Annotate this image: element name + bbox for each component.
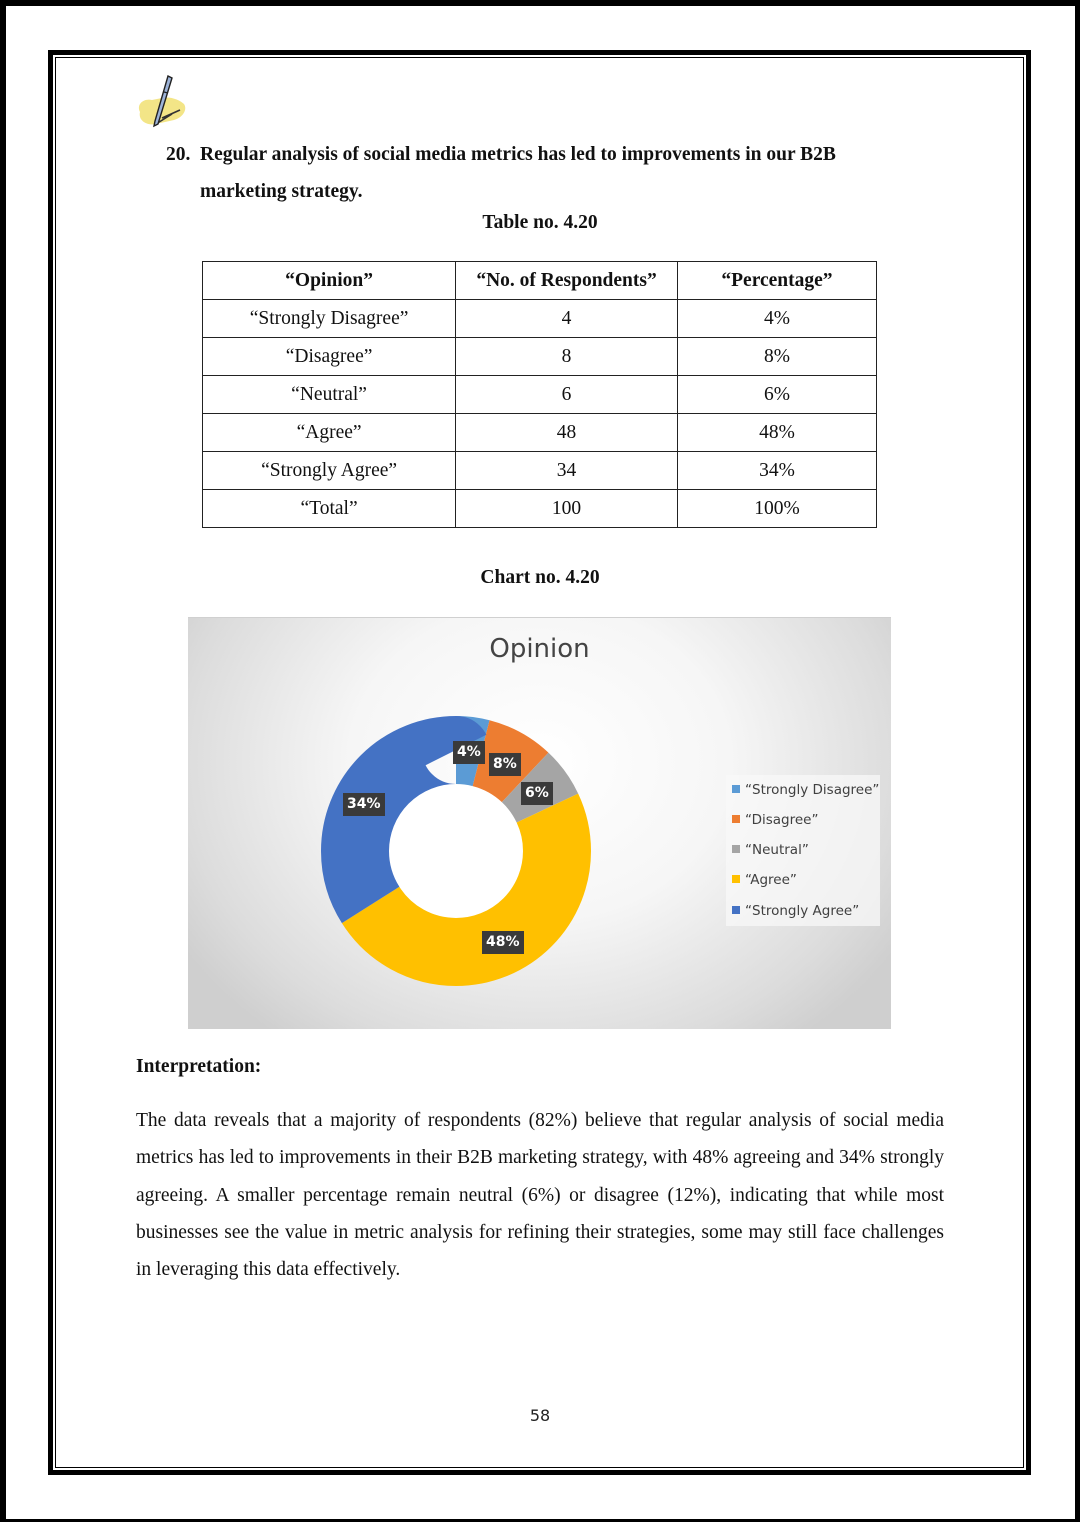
legend-item-agree [732, 871, 797, 889]
legend-swatch-icon [732, 845, 740, 853]
legend-item-strongly-agree [732, 902, 859, 920]
cell-percentage: 34% [677, 452, 876, 490]
legend-swatch-icon [732, 815, 740, 823]
interpretation-heading: Interpretation: [136, 1056, 262, 1077]
table-row [203, 376, 877, 414]
header-opinion: “Opinion” [203, 262, 456, 300]
data-table [202, 261, 877, 528]
cell-opinion: “Strongly Disagree” [203, 300, 456, 338]
legend-swatch-icon [732, 875, 740, 883]
cell-respondents: 34 [456, 452, 678, 490]
question-text-line1: Regular analysis of social media metrics has led to improvements in our B2B [200, 144, 836, 165]
question-number: 20. [166, 144, 191, 165]
cell-opinion: “Total” [203, 490, 456, 528]
legend-item-neutral [732, 841, 809, 859]
cell-percentage: 48% [677, 414, 876, 452]
legend-label: “Strongly Agree” [745, 903, 860, 919]
legend-label: “Agree” [745, 872, 797, 888]
data-label-disagree: 8% [489, 753, 521, 776]
page-number: 58 [529, 1406, 551, 1425]
legend-swatch-icon [732, 906, 740, 914]
table-row [203, 452, 877, 490]
table-row [203, 338, 877, 376]
table-caption: Table no. 4.20 [482, 212, 598, 233]
legend-item-disagree [732, 811, 818, 829]
pen-writing-icon [134, 74, 198, 136]
table-row-total [203, 490, 877, 528]
cell-percentage: 100% [677, 490, 876, 528]
cell-respondents: 48 [456, 414, 678, 452]
legend-item-strongly-disagree [732, 781, 879, 799]
donut-chart [188, 617, 891, 1029]
cell-respondents: 8 [456, 338, 678, 376]
cell-respondents: 4 [456, 300, 678, 338]
header-respondents: “No. of Respondents” [456, 262, 678, 300]
table-header-row [203, 262, 877, 300]
data-label-strongly-agree: 34% [343, 793, 385, 816]
chart-title: Opinion [489, 634, 590, 664]
chart-legend [726, 775, 880, 926]
cell-opinion: “Strongly Agree” [203, 452, 456, 490]
table-row [203, 414, 877, 452]
legend-label: “Disagree” [745, 812, 819, 828]
header-percentage: “Percentage” [677, 262, 876, 300]
legend-swatch-icon [732, 785, 740, 793]
cell-percentage: 6% [677, 376, 876, 414]
chart-caption: Chart no. 4.20 [480, 567, 600, 588]
data-label-strongly-disagree: 4% [453, 741, 485, 764]
cell-opinion: “Agree” [203, 414, 456, 452]
cell-percentage: 4% [677, 300, 876, 338]
cell-opinion: “Disagree” [203, 338, 456, 376]
data-label-agree: 48% [482, 931, 524, 954]
legend-label: “Strongly Disagree” [745, 782, 880, 798]
cell-percentage: 8% [677, 338, 876, 376]
cell-opinion: “Neutral” [203, 376, 456, 414]
legend-label: “Neutral” [745, 842, 809, 858]
question-text-line2: marketing strategy. [200, 181, 363, 202]
interpretation-paragraph: The data reveals that a majority of respondents (82%) believe that regular analysis of social media metrics has led to improvements in their B2B marketing strategy, with 48% agreeing and 34% strongly agreeing. A smaller percentage remain neutral (6%) or disagree (12%), indicating that while most businesses see the value in metric analysis for refining their strategies, some may still face challenges in leveraging this data effectively. [136, 1110, 944, 1281]
cell-respondents: 6 [456, 376, 678, 414]
question-heading [166, 136, 946, 210]
cell-respondents: 100 [456, 490, 678, 528]
data-label-neutral: 6% [521, 782, 553, 805]
table-row [203, 300, 877, 338]
